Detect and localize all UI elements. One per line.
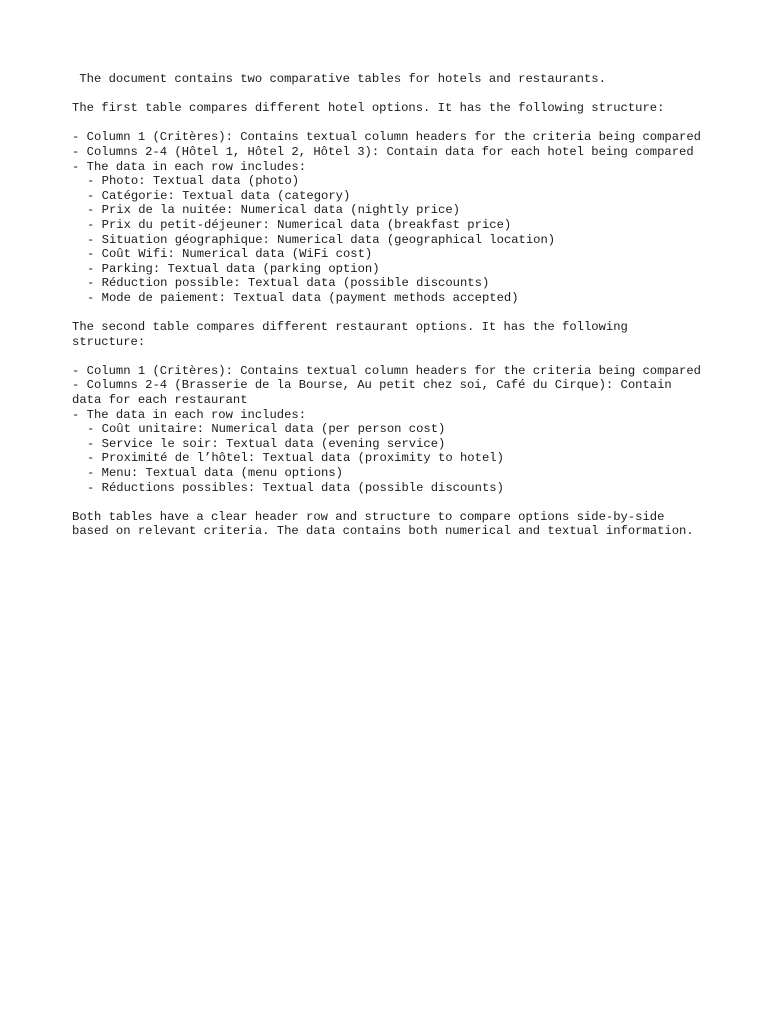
intro-paragraph: The document contains two comparative tables for hotels and restaurants. [72, 72, 606, 86]
list-item: - Service le soir: Textual data (evening service) [87, 436, 446, 451]
restaurants-columns-2-4: - Columns 2-4 (Brasserie de la Bourse, Au petit chez soi, Café du Cirque): Contain data for each restaurant [72, 378, 680, 408]
list-item: - Catégorie: Textual data (category) [87, 188, 351, 203]
restaurants-heading: The second table compares different restaurant options. It has the following structure: [72, 320, 636, 349]
list-item: - Réduction possible: Textual data (possible discounts) [87, 276, 490, 291]
hotels-columns-2-4: - Columns 2-4 (Hôtel 1, Hôtel 2, Hôtel 3): Contain data for each hotel being compared [72, 144, 694, 159]
hotels-rows-intro: - The data in each row includes: [72, 159, 307, 174]
hotels-structure-list [72, 130, 702, 305]
document-body [72, 72, 702, 554]
list-item: - Réductions possibles: Textual data (possible discounts) [87, 480, 504, 495]
list-item: - Coût Wifi: Numerical data (WiFi cost) [87, 247, 373, 262]
restaurants-structure-list [72, 364, 702, 495]
conclusion-paragraph: Both tables have a clear header row and structure to compare options side-by-side based on relevant criteria. The data contains both numerical and textual information. [72, 509, 694, 539]
hotels-heading: The first table compares different hotel options. It has the following structure: [72, 101, 665, 116]
hotels-column-1: - Column 1 (Critères): Contains textual column headers for the criteria being compared [72, 130, 701, 145]
restaurants-column-1: - Column 1 (Critères): Contains textual column headers for the criteria being compared [72, 363, 701, 378]
list-item: - Proximité de l’hôtel: Textual data (proximity to hotel) [87, 451, 504, 466]
list-item: - Menu: Textual data (menu options) [87, 466, 343, 481]
list-item: - Situation géographique: Numerical data (geographical location) [87, 232, 556, 247]
list-item: - Parking: Textual data (parking option) [87, 261, 380, 276]
list-item: - Mode de paiement: Textual data (payment methods accepted) [87, 290, 519, 305]
list-item: - Prix du petit-déjeuner: Numerical data (breakfast price) [87, 217, 512, 232]
list-item: - Prix de la nuitée: Numerical data (nightly price) [87, 203, 460, 218]
list-item: - Coût unitaire: Numerical data (per person cost) [87, 422, 446, 437]
list-item: - Photo: Textual data (photo) [87, 174, 300, 189]
restaurants-rows-intro: - The data in each row includes: [72, 407, 307, 422]
